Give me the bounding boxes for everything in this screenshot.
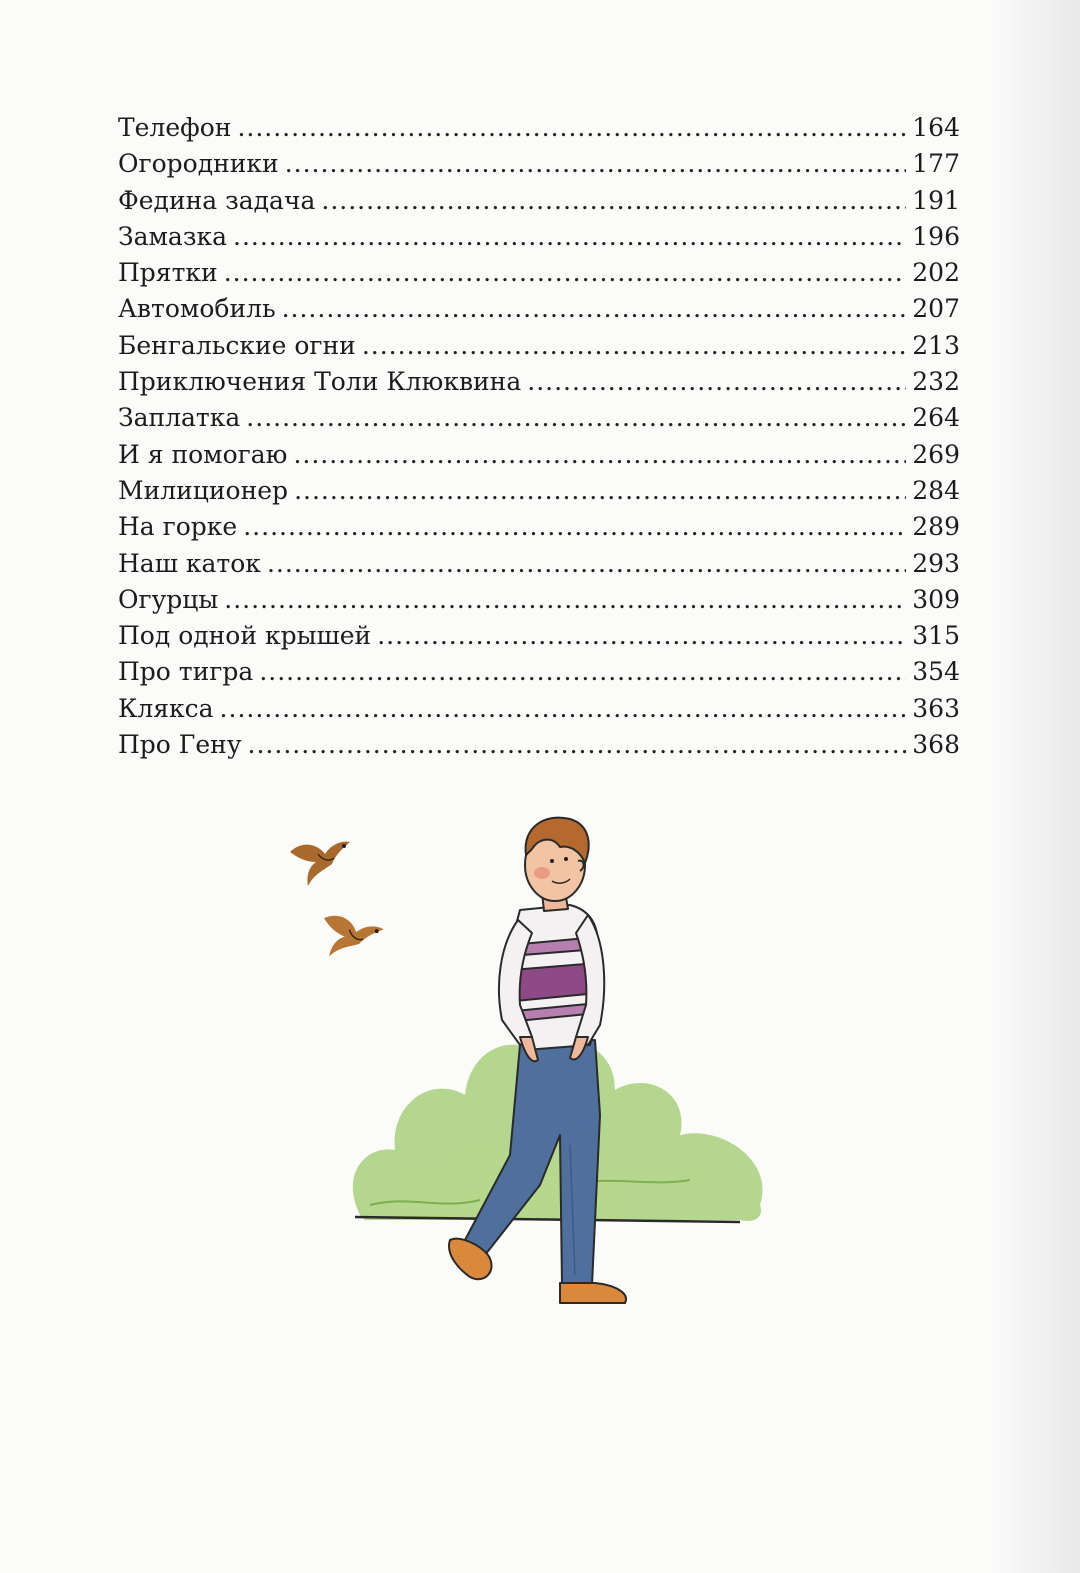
toc-entry-page: 202 [912,258,960,288]
toc-entry-title: На горке [118,512,238,542]
toc-leader-dots [293,437,906,473]
toc-leader-dots [282,291,907,327]
page-edge-shadow [990,0,1080,1573]
toc-leader-dots [267,546,906,582]
toc-entry [118,727,960,763]
toc-entry-title: Автомобиль [118,294,276,324]
toc-entry-page: 363 [912,693,960,723]
boy-illustration [270,815,770,1315]
toc-leader-dots [321,183,906,219]
toc-entry-page: 269 [912,439,960,469]
toc-entry-title: Телефон [118,113,232,142]
toc-entry-page: 177 [912,149,960,179]
toc-entry [118,437,960,473]
toc-leader-dots [246,400,906,436]
toc-entry [118,654,960,690]
toc-entry-title: Под одной крышей [118,621,372,651]
toc-entry-page: 284 [912,475,960,505]
toc-leader-dots [243,509,906,545]
toc-entry-title: Заплатка [118,403,241,433]
toc-entry [118,328,960,364]
toc-entry [118,582,960,618]
toc-entry-page: 354 [912,657,960,687]
toc-entry-title: Наш каток [118,548,261,578]
toc-entry [118,183,960,219]
toc-leader-dots [237,110,906,146]
toc-entry [118,255,960,291]
toc-entry-page: 164 [912,113,960,142]
bird-icon [312,909,384,971]
toc-entry-title: И я помогаю [118,439,288,469]
toc-entry-title: Бенгальские огни [118,330,356,360]
bird-icon [290,842,350,886]
toc-entry-page: 207 [912,294,960,324]
toc-entry-page: 315 [912,621,960,651]
toc-entry-page: 289 [912,512,960,542]
toc-leader-dots [362,328,906,364]
toc-entry [118,546,960,582]
toc-entry-page: 309 [912,584,960,614]
toc-leader-dots [248,727,907,763]
toc-entry [118,618,960,654]
toc-entry-title: Огурцы [118,584,219,614]
toc-entry-title: Милиционер [118,475,289,505]
toc-entry [118,473,960,509]
toc-entry [118,509,960,545]
toc-entry [118,146,960,182]
toc-leader-dots [224,582,906,618]
toc-entry [118,400,960,436]
toc-entry-title: Про тигра [118,657,254,687]
toc-leader-dots [224,255,907,291]
toc-leader-dots [294,473,906,509]
table-of-contents [118,110,960,763]
toc-leader-dots [527,364,906,400]
toc-entry-title: Клякса [118,693,214,723]
toc-entry-title: Огородники [118,149,279,179]
toc-entry-page: 264 [912,403,960,433]
toc-entry-title: Прятки [118,258,218,288]
toc-entry [118,219,960,255]
toc-entry [118,110,960,146]
toc-entry-page: 232 [912,367,960,397]
toc-entry-title: Федина задача [118,185,316,215]
toc-leader-dots [377,618,906,654]
toc-entry-page: 213 [912,330,960,360]
toc-entry-page: 368 [912,730,960,760]
toc-entry-title: Приключения Толи Клюквина [118,367,522,397]
toc-leader-dots [259,654,906,690]
toc-entry [118,691,960,727]
toc-entry-title: Замазка [118,221,227,251]
toc-entry-page: 191 [912,185,960,215]
toc-entry [118,291,960,327]
toc-entry-title: Про Гену [118,730,242,760]
toc-leader-dots [285,146,907,182]
toc-leader-dots [233,219,906,255]
toc-entry-page: 196 [912,221,960,251]
toc-leader-dots [220,691,907,727]
toc-entry-page: 293 [912,548,960,578]
toc-entry [118,364,960,400]
